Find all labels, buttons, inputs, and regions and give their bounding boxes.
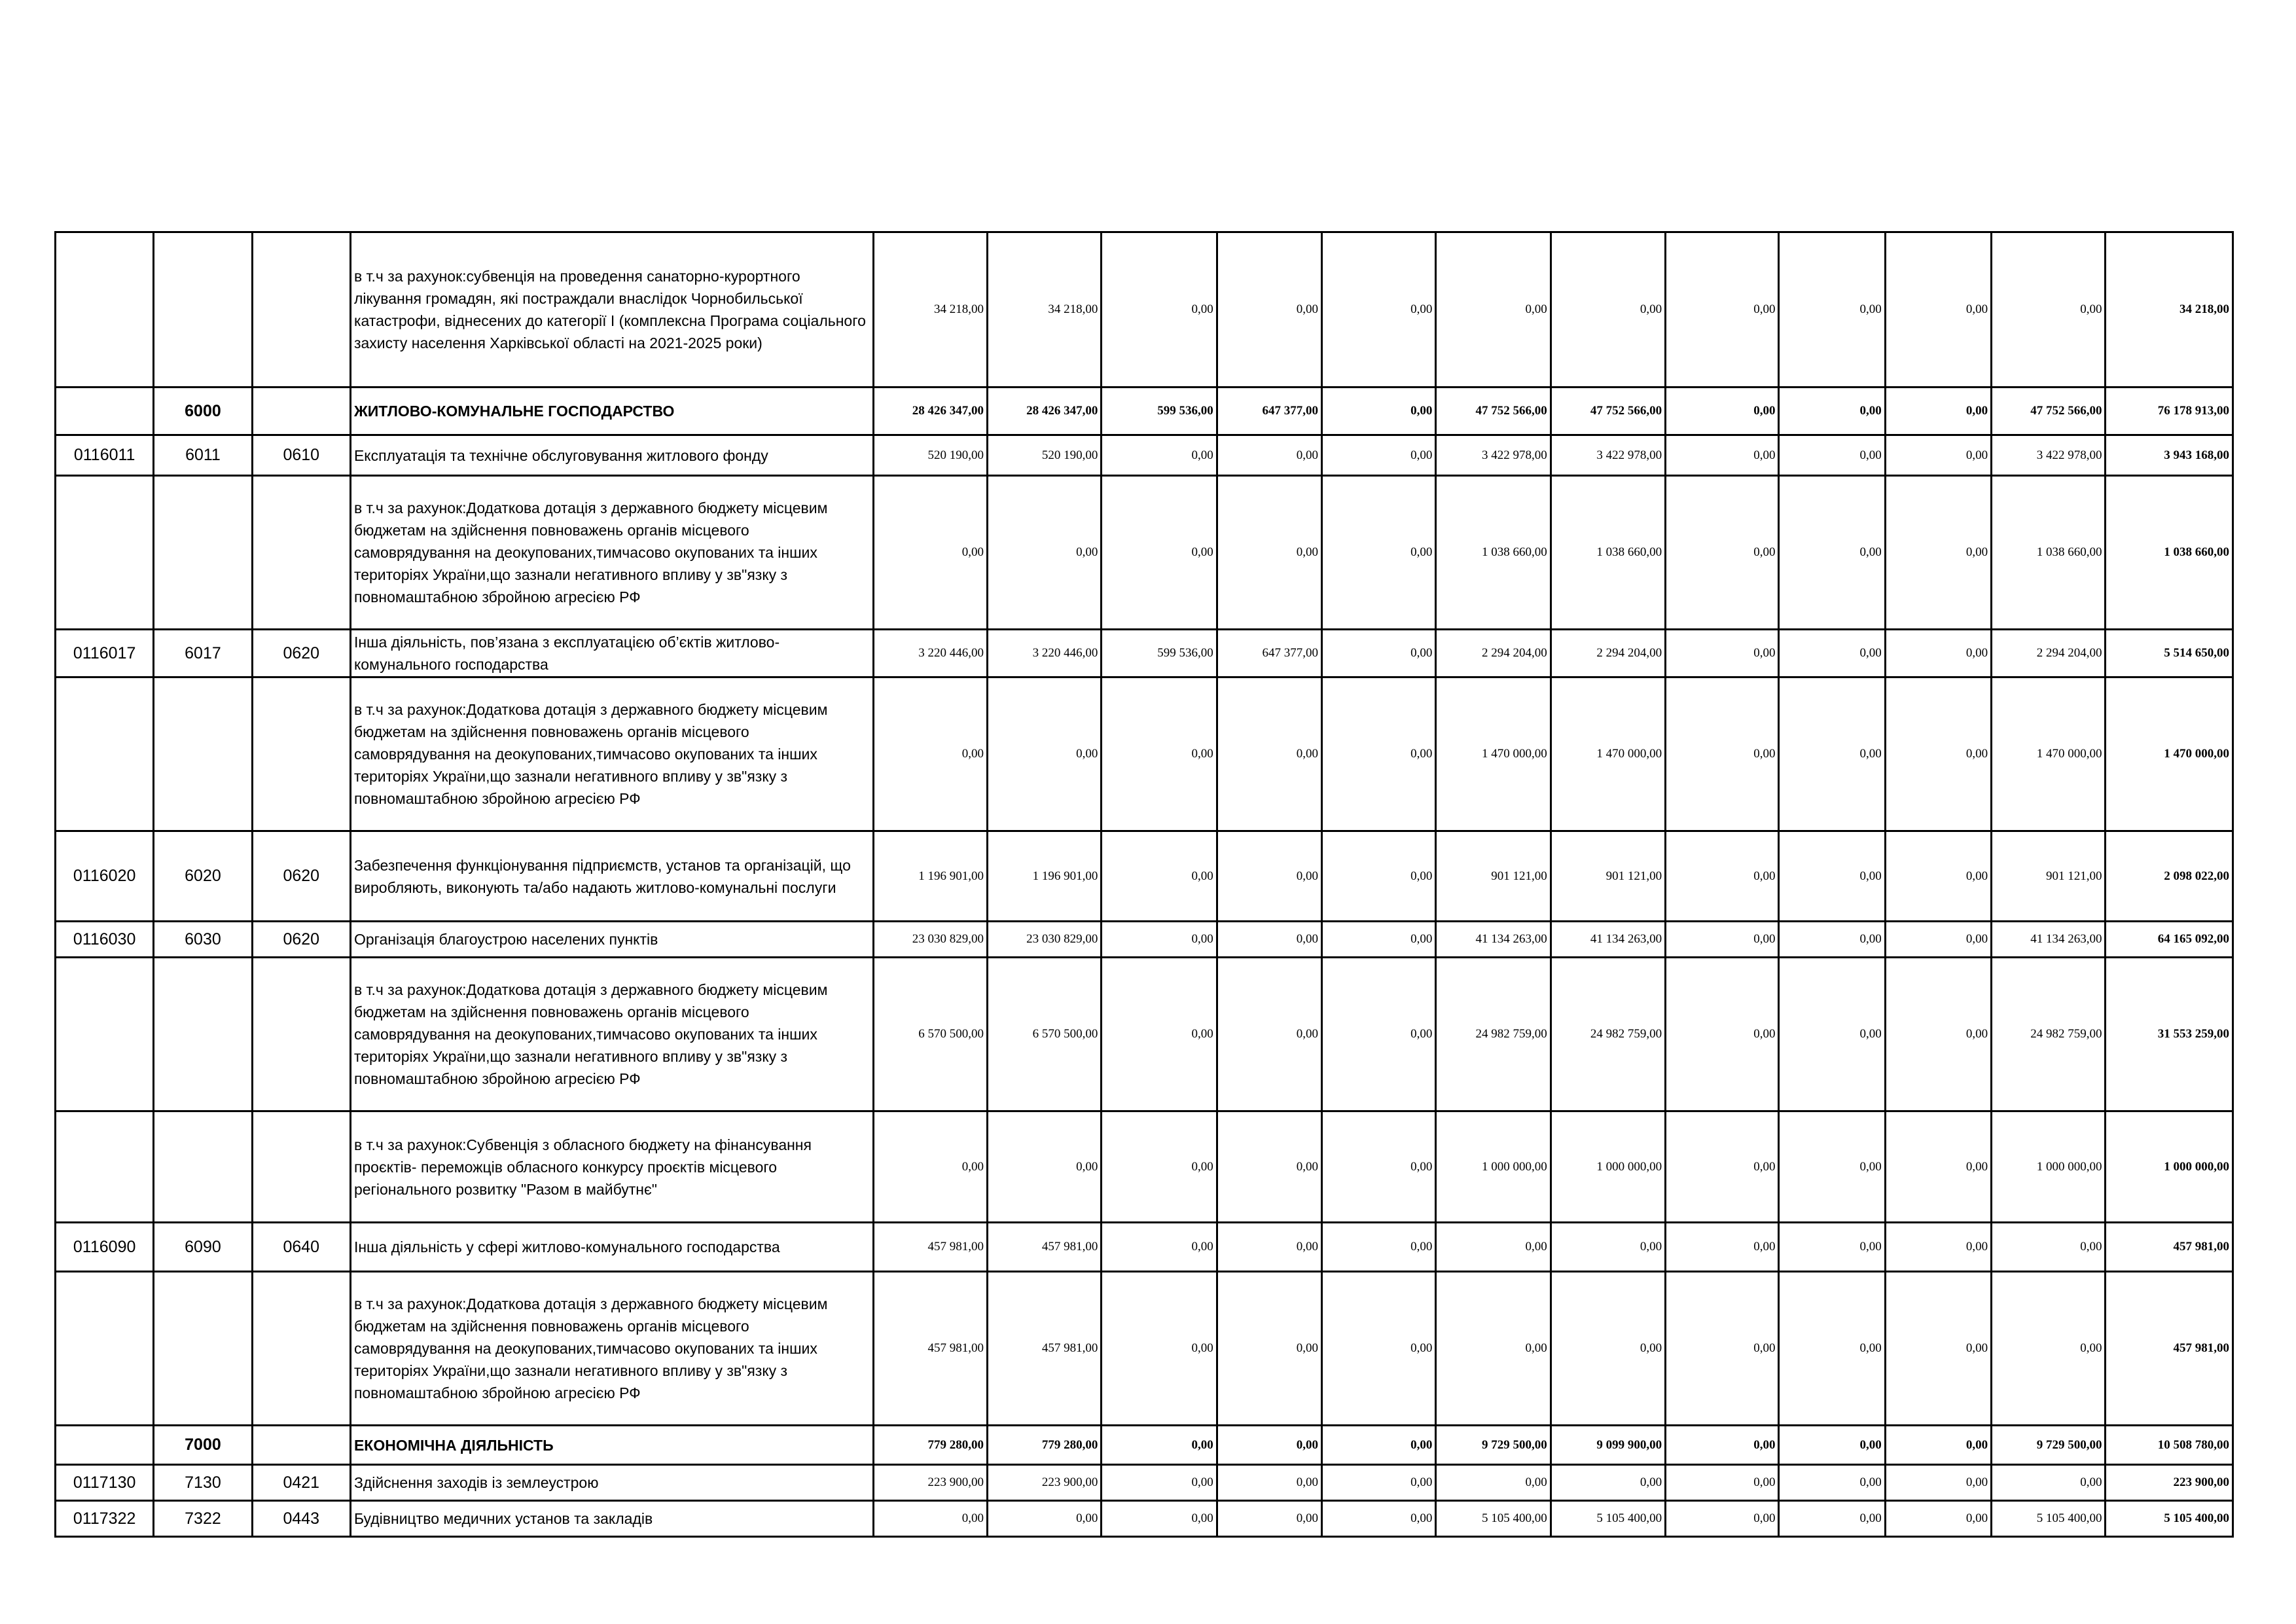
- value-cell: 0,00: [1217, 476, 1321, 630]
- value-cell: 0,00: [1322, 831, 1436, 922]
- value-cell: 3 220 446,00: [873, 630, 987, 677]
- value-cell: 0,00: [1779, 1465, 1885, 1501]
- fkvk-code-cell: 0610: [252, 435, 350, 476]
- value-cell: 0,00: [1779, 630, 1885, 677]
- value-cell: 0,00: [987, 1111, 1101, 1223]
- value-cell: 2 294 204,00: [1436, 630, 1551, 677]
- value-cell: 901 121,00: [1992, 831, 2106, 922]
- value-cell: 34 218,00: [987, 232, 1101, 388]
- value-cell: 0,00: [1217, 1111, 1321, 1223]
- value-cell: 0,00: [1322, 476, 1436, 630]
- value-cell: 0,00: [1322, 677, 1436, 831]
- table-row: [56, 958, 2233, 1111]
- value-cell: 34 218,00: [873, 232, 987, 388]
- value-cell: 0,00: [1666, 922, 1779, 958]
- total-value-cell: 457 981,00: [2106, 1223, 2233, 1272]
- value-cell: 0,00: [1779, 232, 1885, 388]
- value-cell: 0,00: [1885, 1465, 1991, 1501]
- value-cell: 0,00: [1102, 922, 1217, 958]
- value-cell: 0,00: [1436, 1272, 1551, 1426]
- value-cell: 0,00: [1779, 476, 1885, 630]
- value-cell: 0,00: [1779, 1272, 1885, 1426]
- program-code-cell: 0116090: [56, 1223, 154, 1272]
- value-cell: 0,00: [1102, 958, 1217, 1111]
- value-cell: 0,00: [873, 1111, 987, 1223]
- item-name-cell: в т.ч за рахунок:Додаткова дотація з державного бюджету місцевим бюджетам на здійснення повноважень органів місцевого самоврядування на деокупованих,тимчасово окупованих та інших територіях України,що зазнали негативного впливу у зв"язку з повномаштабною збройною агресією РФ: [350, 677, 873, 831]
- value-cell: 0,00: [1666, 1272, 1779, 1426]
- value-cell: 0,00: [1779, 922, 1885, 958]
- value-cell: 0,00: [1779, 388, 1885, 435]
- value-cell: 0,00: [1666, 1465, 1779, 1501]
- total-value-cell: 223 900,00: [2106, 1465, 2233, 1501]
- program-code-cell: [56, 232, 154, 388]
- value-cell: 0,00: [1666, 435, 1779, 476]
- value-cell: 0,00: [987, 476, 1101, 630]
- value-cell: 0,00: [1885, 958, 1991, 1111]
- value-cell: 0,00: [873, 476, 987, 630]
- fkvk-code-cell: 0443: [252, 1501, 350, 1537]
- value-cell: 0,00: [1885, 831, 1991, 922]
- value-cell: 0,00: [1322, 630, 1436, 677]
- item-name-cell: в т.ч за рахунок:субвенція на проведення санаторно-курортного лікування громадян, які постраждали внаслідок Чорнобильської катастрофи, віднесених до категорії І (комплексна Програма соціального захисту населення Харківської області на 2021-2025 роки): [350, 232, 873, 388]
- value-cell: 9 099 900,00: [1551, 1426, 1665, 1465]
- value-cell: 0,00: [1322, 958, 1436, 1111]
- program-code-cell: 0117130: [56, 1465, 154, 1501]
- program-code-cell: [56, 1426, 154, 1465]
- table-row: [56, 922, 2233, 958]
- value-cell: 0,00: [1322, 922, 1436, 958]
- item-name-cell: ЖИТЛОВО-КОМУНАЛЬНЕ ГОСПОДАРСТВО: [350, 388, 873, 435]
- value-cell: 1 196 901,00: [873, 831, 987, 922]
- value-cell: 0,00: [1322, 1501, 1436, 1537]
- value-cell: 1 000 000,00: [1992, 1111, 2106, 1223]
- program-code-cell: [56, 1111, 154, 1223]
- value-cell: 0,00: [1666, 1111, 1779, 1223]
- item-name-cell: Здійснення заходів із землеустрою: [350, 1465, 873, 1501]
- value-cell: 0,00: [1102, 1111, 1217, 1223]
- value-cell: 0,00: [1992, 1465, 2106, 1501]
- function-code-cell: [154, 1272, 252, 1426]
- value-cell: 0,00: [1666, 1426, 1779, 1465]
- value-cell: 0,00: [1992, 232, 2106, 388]
- value-cell: 0,00: [1779, 831, 1885, 922]
- value-cell: 0,00: [1102, 435, 1217, 476]
- fkvk-code-cell: [252, 388, 350, 435]
- value-cell: 520 190,00: [987, 435, 1101, 476]
- fkvk-code-cell: [252, 232, 350, 388]
- value-cell: 0,00: [1779, 958, 1885, 1111]
- item-name-cell: Експлуатація та технічне обслуговування житлового фонду: [350, 435, 873, 476]
- value-cell: 0,00: [1102, 1501, 1217, 1537]
- value-cell: 5 105 400,00: [1992, 1501, 2106, 1537]
- total-value-cell: 1 000 000,00: [2106, 1111, 2233, 1223]
- value-cell: 5 105 400,00: [1436, 1501, 1551, 1537]
- value-cell: 0,00: [1666, 476, 1779, 630]
- value-cell: 457 981,00: [987, 1223, 1101, 1272]
- value-cell: 0,00: [1102, 476, 1217, 630]
- value-cell: 0,00: [873, 1501, 987, 1537]
- value-cell: 24 982 759,00: [1551, 958, 1665, 1111]
- value-cell: 47 752 566,00: [1551, 388, 1665, 435]
- value-cell: 0,00: [1436, 1465, 1551, 1501]
- value-cell: 1 470 000,00: [1436, 677, 1551, 831]
- program-code-cell: [56, 388, 154, 435]
- function-code-cell: [154, 232, 252, 388]
- value-cell: 24 982 759,00: [1436, 958, 1551, 1111]
- program-code-cell: 0116020: [56, 831, 154, 922]
- value-cell: 3 422 978,00: [1436, 435, 1551, 476]
- value-cell: 0,00: [1217, 435, 1321, 476]
- function-code-cell: 7130: [154, 1465, 252, 1501]
- function-code-cell: 6020: [154, 831, 252, 922]
- value-cell: 0,00: [1322, 1465, 1436, 1501]
- total-value-cell: 76 178 913,00: [2106, 388, 2233, 435]
- value-cell: 0,00: [1666, 831, 1779, 922]
- function-code-cell: 6090: [154, 1223, 252, 1272]
- value-cell: 0,00: [1666, 232, 1779, 388]
- value-cell: 223 900,00: [987, 1465, 1101, 1501]
- value-cell: 0,00: [1322, 1223, 1436, 1272]
- value-cell: 0,00: [1779, 435, 1885, 476]
- value-cell: 0,00: [1666, 630, 1779, 677]
- value-cell: 599 536,00: [1102, 388, 1217, 435]
- total-value-cell: 1 038 660,00: [2106, 476, 2233, 630]
- program-code-cell: 0116030: [56, 922, 154, 958]
- function-code-cell: [154, 958, 252, 1111]
- value-cell: 0,00: [1885, 1111, 1991, 1223]
- value-cell: 0,00: [1322, 435, 1436, 476]
- value-cell: 0,00: [1217, 1223, 1321, 1272]
- value-cell: 0,00: [1322, 388, 1436, 435]
- value-cell: 47 752 566,00: [1992, 388, 2106, 435]
- value-cell: 1 038 660,00: [1551, 476, 1665, 630]
- value-cell: 0,00: [1551, 1223, 1665, 1272]
- value-cell: 779 280,00: [873, 1426, 987, 1465]
- value-cell: 0,00: [1102, 1426, 1217, 1465]
- total-value-cell: 34 218,00: [2106, 232, 2233, 388]
- value-cell: 901 121,00: [1551, 831, 1665, 922]
- table-row: [56, 1272, 2233, 1426]
- value-cell: 23 030 829,00: [987, 922, 1101, 958]
- value-cell: 0,00: [1779, 1501, 1885, 1537]
- value-cell: 0,00: [1992, 1272, 2106, 1426]
- program-code-cell: 0116017: [56, 630, 154, 677]
- value-cell: 0,00: [1322, 1111, 1436, 1223]
- value-cell: 0,00: [1551, 1465, 1665, 1501]
- fkvk-code-cell: [252, 677, 350, 831]
- fkvk-code-cell: 0620: [252, 922, 350, 958]
- item-name-cell: Забезпечення функціонування підприємств, установ та організацій, що виробляють, виконують та/або надають житлово-комунальні послуги: [350, 831, 873, 922]
- value-cell: 2 294 204,00: [1551, 630, 1665, 677]
- item-name-cell: Інша діяльність, пов’язана з експлуатацією об’єктів житлово-комунального господарства: [350, 630, 873, 677]
- value-cell: 0,00: [1885, 1426, 1991, 1465]
- table-row: [56, 1223, 2233, 1272]
- value-cell: 28 426 347,00: [987, 388, 1101, 435]
- value-cell: 0,00: [1217, 1501, 1321, 1537]
- value-cell: 647 377,00: [1217, 630, 1321, 677]
- value-cell: 457 981,00: [873, 1272, 987, 1426]
- value-cell: 0,00: [1885, 1501, 1991, 1537]
- value-cell: 0,00: [1666, 677, 1779, 831]
- value-cell: 0,00: [1102, 1465, 1217, 1501]
- value-cell: 0,00: [1885, 232, 1991, 388]
- total-value-cell: 5 514 650,00: [2106, 630, 2233, 677]
- value-cell: 0,00: [1779, 1426, 1885, 1465]
- function-code-cell: [154, 1111, 252, 1223]
- program-code-cell: [56, 677, 154, 831]
- value-cell: 1 000 000,00: [1436, 1111, 1551, 1223]
- table-row: [56, 388, 2233, 435]
- table-row: [56, 1426, 2233, 1465]
- value-cell: 0,00: [1885, 630, 1991, 677]
- function-code-cell: [154, 677, 252, 831]
- value-cell: 0,00: [1885, 1272, 1991, 1426]
- table-row: [56, 435, 2233, 476]
- value-cell: 457 981,00: [987, 1272, 1101, 1426]
- value-cell: 41 134 263,00: [1436, 922, 1551, 958]
- item-name-cell: в т.ч за рахунок:Додаткова дотація з державного бюджету місцевим бюджетам на здійснення повноважень органів місцевого самоврядування на деокупованих,тимчасово окупованих та інших територіях України,що зазнали негативного впливу у зв"язку з повномаштабною збройною агресією РФ: [350, 958, 873, 1111]
- value-cell: 0,00: [1102, 677, 1217, 831]
- value-cell: 0,00: [1885, 1223, 1991, 1272]
- value-cell: 0,00: [1885, 677, 1991, 831]
- value-cell: 1 470 000,00: [1551, 677, 1665, 831]
- item-name-cell: в т.ч за рахунок:Субвенція з обласного бюджету на фінансування проєктів- переможців обласного конкурсу проєктів місцевого регіонального розвитку "Разом в майбутнє": [350, 1111, 873, 1223]
- value-cell: 0,00: [873, 677, 987, 831]
- value-cell: 1 000 000,00: [1551, 1111, 1665, 1223]
- program-code-cell: [56, 958, 154, 1111]
- fkvk-code-cell: 0421: [252, 1465, 350, 1501]
- function-code-cell: 7322: [154, 1501, 252, 1537]
- value-cell: 6 570 500,00: [873, 958, 987, 1111]
- value-cell: 5 105 400,00: [1551, 1501, 1665, 1537]
- function-code-cell: 6000: [154, 388, 252, 435]
- table-row: [56, 232, 2233, 388]
- value-cell: 1 470 000,00: [1992, 677, 2106, 831]
- program-code-cell: [56, 1272, 154, 1426]
- value-cell: 0,00: [1217, 922, 1321, 958]
- value-cell: 0,00: [1322, 232, 1436, 388]
- fkvk-code-cell: [252, 1272, 350, 1426]
- value-cell: 41 134 263,00: [1992, 922, 2106, 958]
- fkvk-code-cell: [252, 958, 350, 1111]
- value-cell: 779 280,00: [987, 1426, 1101, 1465]
- value-cell: 223 900,00: [873, 1465, 987, 1501]
- program-code-cell: 0117322: [56, 1501, 154, 1537]
- item-name-cell: в т.ч за рахунок:Додаткова дотація з державного бюджету місцевим бюджетам на здійснення повноважень органів місцевого самоврядування на деокупованих,тимчасово окупованих та інших територіях України,що зазнали негативного впливу у зв"язку з повномаштабною збройною агресією РФ: [350, 1272, 873, 1426]
- value-cell: 0,00: [1102, 831, 1217, 922]
- value-cell: 0,00: [1551, 232, 1665, 388]
- fkvk-code-cell: 0620: [252, 630, 350, 677]
- value-cell: 3 220 446,00: [987, 630, 1101, 677]
- value-cell: 901 121,00: [1436, 831, 1551, 922]
- value-cell: 0,00: [1322, 1272, 1436, 1426]
- function-code-cell: 7000: [154, 1426, 252, 1465]
- value-cell: 3 422 978,00: [1992, 435, 2106, 476]
- program-code-cell: 0116011: [56, 435, 154, 476]
- fkvk-code-cell: [252, 1111, 350, 1223]
- table-row: [56, 677, 2233, 831]
- value-cell: 2 294 204,00: [1992, 630, 2106, 677]
- fkvk-code-cell: [252, 1426, 350, 1465]
- table-row: [56, 1111, 2233, 1223]
- value-cell: 0,00: [1217, 677, 1321, 831]
- item-name-cell: ЕКОНОМІЧНА ДІЯЛЬНІСТЬ: [350, 1426, 873, 1465]
- item-name-cell: Організація благоустрою населених пунктів: [350, 922, 873, 958]
- item-name-cell: Будівництво медичних установ та закладів: [350, 1501, 873, 1537]
- function-code-cell: 6030: [154, 922, 252, 958]
- program-code-cell: [56, 476, 154, 630]
- value-cell: 0,00: [1666, 388, 1779, 435]
- value-cell: 0,00: [1666, 1501, 1779, 1537]
- value-cell: 0,00: [1885, 435, 1991, 476]
- value-cell: 9 729 500,00: [1992, 1426, 2106, 1465]
- value-cell: 0,00: [1885, 476, 1991, 630]
- total-value-cell: 5 105 400,00: [2106, 1501, 2233, 1537]
- function-code-cell: 6017: [154, 630, 252, 677]
- value-cell: 0,00: [1992, 1223, 2106, 1272]
- item-name-cell: в т.ч за рахунок:Додаткова дотація з державного бюджету місцевим бюджетам на здійснення повноважень органів місцевого самоврядування на деокупованих,тимчасово окупованих та інших територіях України,що зазнали негативного впливу у зв"язку з повномаштабною збройною агресією РФ: [350, 476, 873, 630]
- value-cell: 0,00: [1551, 1272, 1665, 1426]
- value-cell: 47 752 566,00: [1436, 388, 1551, 435]
- value-cell: 457 981,00: [873, 1223, 987, 1272]
- value-cell: 0,00: [1779, 1111, 1885, 1223]
- value-cell: 0,00: [987, 677, 1101, 831]
- value-cell: 0,00: [1217, 1465, 1321, 1501]
- value-cell: 0,00: [1217, 958, 1321, 1111]
- value-cell: 1 196 901,00: [987, 831, 1101, 922]
- table-body: [56, 232, 2233, 1537]
- value-cell: 1 038 660,00: [1992, 476, 2106, 630]
- value-cell: 1 038 660,00: [1436, 476, 1551, 630]
- total-value-cell: 64 165 092,00: [2106, 922, 2233, 958]
- value-cell: 0,00: [1217, 1426, 1321, 1465]
- value-cell: 3 422 978,00: [1551, 435, 1665, 476]
- total-value-cell: 3 943 168,00: [2106, 435, 2233, 476]
- value-cell: 647 377,00: [1217, 388, 1321, 435]
- value-cell: 0,00: [1885, 922, 1991, 958]
- value-cell: 0,00: [1217, 1272, 1321, 1426]
- total-value-cell: 1 470 000,00: [2106, 677, 2233, 831]
- budget-table: [54, 231, 2234, 1538]
- table-row: [56, 1501, 2233, 1537]
- function-code-cell: [154, 476, 252, 630]
- value-cell: 0,00: [1322, 1426, 1436, 1465]
- total-value-cell: 31 553 259,00: [2106, 958, 2233, 1111]
- value-cell: 0,00: [1666, 1223, 1779, 1272]
- table-row: [56, 831, 2233, 922]
- value-cell: 0,00: [1102, 1272, 1217, 1426]
- value-cell: 0,00: [1779, 1223, 1885, 1272]
- table-row: [56, 630, 2233, 677]
- value-cell: 41 134 263,00: [1551, 922, 1665, 958]
- value-cell: 28 426 347,00: [873, 388, 987, 435]
- item-name-cell: Інша діяльність у сфері житлово-комунального господарства: [350, 1223, 873, 1272]
- value-cell: 0,00: [1666, 958, 1779, 1111]
- value-cell: 0,00: [1102, 1223, 1217, 1272]
- total-value-cell: 10 508 780,00: [2106, 1426, 2233, 1465]
- value-cell: 0,00: [1779, 677, 1885, 831]
- value-cell: 0,00: [1885, 388, 1991, 435]
- total-value-cell: 2 098 022,00: [2106, 831, 2233, 922]
- value-cell: 599 536,00: [1102, 630, 1217, 677]
- table-row: [56, 1465, 2233, 1501]
- value-cell: 520 190,00: [873, 435, 987, 476]
- fkvk-code-cell: 0620: [252, 831, 350, 922]
- value-cell: 0,00: [1217, 831, 1321, 922]
- value-cell: 23 030 829,00: [873, 922, 987, 958]
- value-cell: 24 982 759,00: [1992, 958, 2106, 1111]
- fkvk-code-cell: 0640: [252, 1223, 350, 1272]
- value-cell: 0,00: [987, 1501, 1101, 1537]
- value-cell: 0,00: [1436, 1223, 1551, 1272]
- table-row: [56, 476, 2233, 630]
- value-cell: 0,00: [1102, 232, 1217, 388]
- function-code-cell: 6011: [154, 435, 252, 476]
- fkvk-code-cell: [252, 476, 350, 630]
- value-cell: 9 729 500,00: [1436, 1426, 1551, 1465]
- value-cell: 0,00: [1217, 232, 1321, 388]
- value-cell: 6 570 500,00: [987, 958, 1101, 1111]
- total-value-cell: 457 981,00: [2106, 1272, 2233, 1426]
- value-cell: 0,00: [1436, 232, 1551, 388]
